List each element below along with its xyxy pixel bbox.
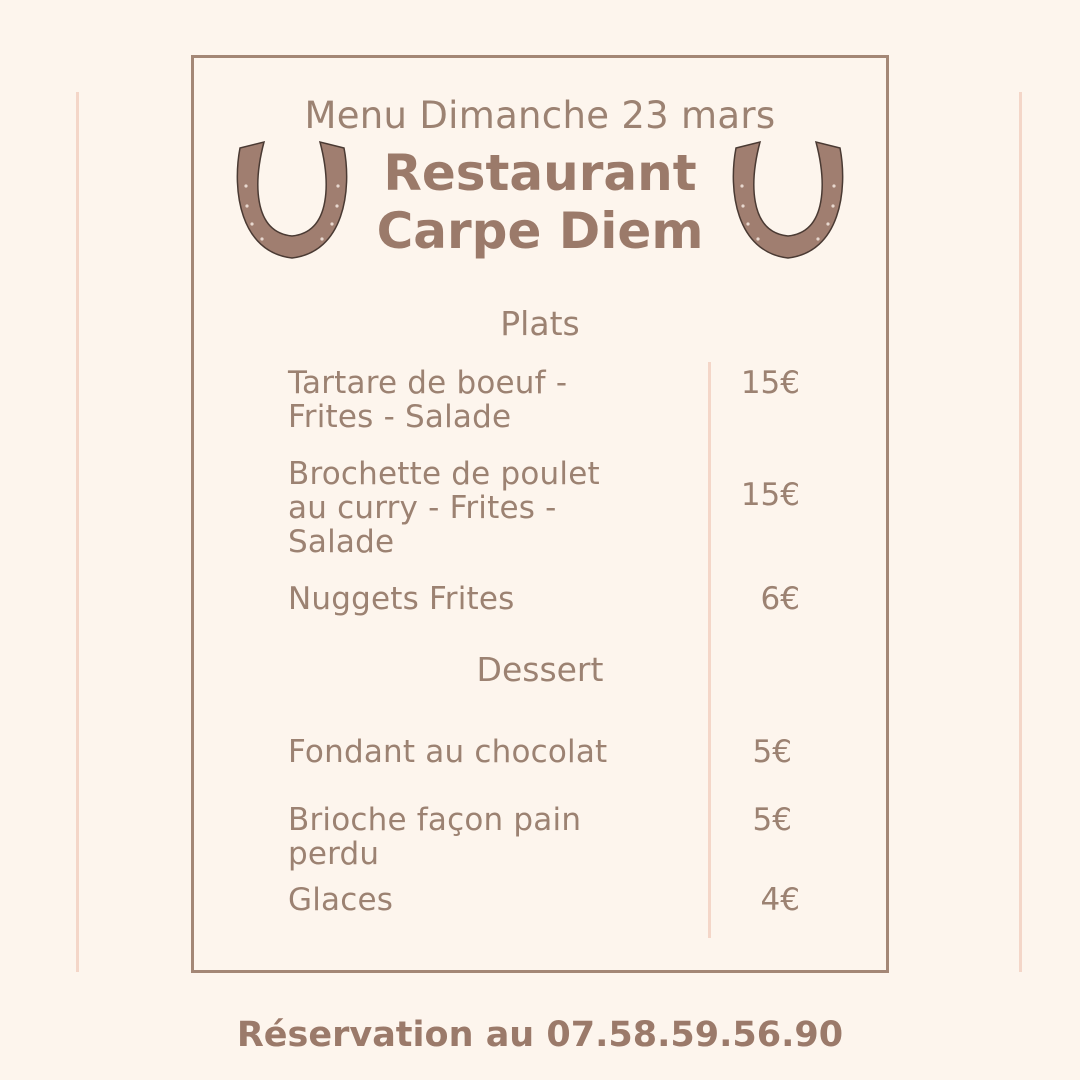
menu-item-line: Frites - Salade	[288, 399, 512, 435]
menu-item-line: Brioche façon pain	[288, 802, 582, 838]
section-title-dessert: Dessert	[476, 650, 604, 689]
menu-item-line: perdu	[288, 836, 380, 872]
section-title-plats: Plats	[500, 304, 580, 343]
menu-item-price: 5€	[752, 802, 792, 838]
menu-item-line: Salade	[288, 524, 395, 560]
horseshoe-icon	[236, 140, 348, 262]
menu-item-line: Brochette de poulet	[288, 456, 600, 492]
menu-item-price: 5€	[752, 734, 792, 770]
reservation-phone: Réservation au 07.58.59.56.90	[236, 1015, 844, 1055]
menu-item-name	[288, 457, 688, 559]
restaurant-name-line1: Restaurant	[383, 144, 697, 202]
menu-item-line: Fondant au chocolat	[288, 734, 608, 770]
menu-item-price: 15€	[740, 477, 800, 513]
horseshoe-icon	[732, 140, 844, 262]
right-decorative-line	[1019, 92, 1022, 972]
menu-item-name	[288, 803, 688, 871]
menu-item-name	[288, 582, 688, 616]
menu-date: Menu Dimanche 23 mars	[304, 94, 776, 137]
menu-item-line: Glaces	[288, 882, 394, 918]
left-decorative-line	[76, 92, 79, 972]
menu-item-name	[288, 883, 688, 917]
menu-item-price: 15€	[740, 365, 800, 401]
menu-item-line: Nuggets Frites	[288, 581, 515, 617]
menu-item-name	[288, 366, 688, 434]
restaurant-name	[270, 144, 810, 260]
menu-item-price: 4€	[760, 882, 800, 918]
menu-item-line: Tartare de boeuf -	[288, 365, 568, 401]
menu-item-line: au curry - Frites -	[288, 490, 557, 526]
restaurant-name-line2: Carpe Diem	[376, 202, 704, 260]
menu-item-name	[288, 735, 688, 769]
menu-item-price: 6€	[760, 581, 800, 617]
